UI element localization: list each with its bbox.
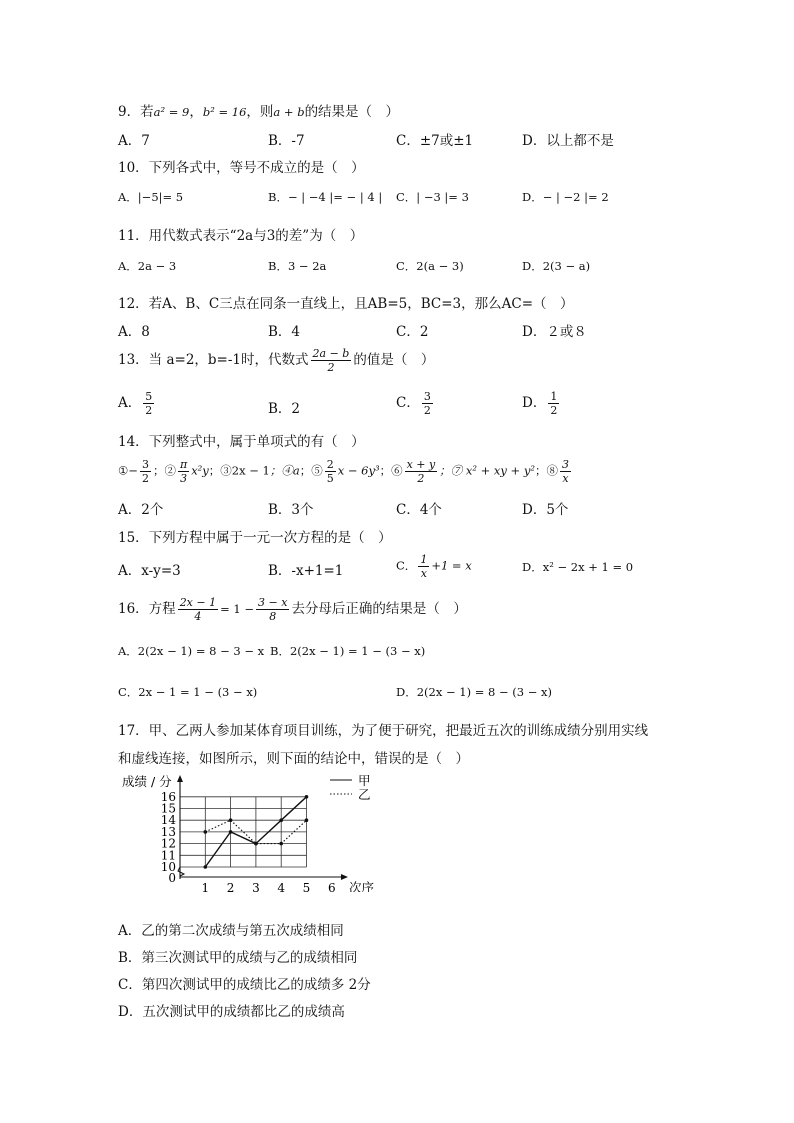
q14-item1-label: ①−	[118, 463, 138, 478]
q13-option-c-fraction	[422, 390, 433, 417]
q9-option-a: A．7	[118, 133, 150, 149]
q14-item8-label: ；⑧	[534, 463, 558, 478]
q17-option-b: B．第三次测试甲的成绩与乙的成绩相同	[118, 950, 358, 966]
q14-item1-num: 3	[141, 458, 149, 471]
q10-option-c: C．| −3 |= 3	[396, 190, 469, 204]
q11-option-d: D．2(3 − a)	[522, 259, 591, 273]
q13-a-num: 5	[145, 390, 153, 403]
q14-item6-num: x + y	[406, 458, 436, 471]
q13-option-a-label: A．	[118, 395, 142, 411]
data-point-series-2	[279, 842, 283, 846]
q11-option-b: B．3 − 2a	[268, 259, 327, 273]
data-point-series-1	[305, 795, 309, 799]
q16-f1-num: 2x − 1	[179, 596, 217, 609]
q13-d-den: 2	[550, 404, 558, 417]
legend-label-1: 甲	[358, 773, 371, 788]
q16-stem-pre: 16．方程	[118, 601, 176, 617]
question-15-stem: 15．下列方程中属于一元一次方程的是（ ）	[118, 530, 392, 546]
q9-expr3: a + b	[273, 105, 305, 119]
q13-stem-post: 的值是（ ）	[353, 352, 435, 368]
y-tick-label: 10	[160, 860, 176, 874]
q14-item5-den: 5	[326, 472, 334, 485]
q14-item1-den: 2	[141, 472, 149, 485]
q17-option-c: C．第四次测试甲的成绩比乙的成绩多 2分	[118, 977, 371, 993]
q14-item8-den: x	[562, 472, 569, 485]
x-tick-label: 2	[226, 881, 235, 892]
q16-option-d: D．2(2x − 1) = 8 − (3 − x)	[396, 685, 553, 699]
q10-option-b: B．− | −4 |= − | 4 |	[268, 190, 383, 204]
q15-option-c	[396, 553, 472, 580]
q16-f1-den: 4	[194, 610, 202, 623]
q15-option-c-label: C．	[396, 558, 417, 573]
question-17-stem-line2: 和虚线连接，如图所示，则下面的结论中，错误的是（ ）	[118, 751, 469, 767]
q14-item4: ；④a	[269, 463, 300, 478]
q13-option-c	[396, 390, 435, 417]
q13-c-num: 3	[423, 390, 431, 403]
q14-option-c: C．4个	[396, 502, 442, 518]
y-tick-label: 15	[160, 801, 176, 816]
y-tick-label: 16	[160, 789, 176, 804]
q13-fraction	[311, 347, 352, 374]
data-point-series-1	[229, 830, 233, 834]
q16-option-c: C．2x − 1 = 1 − (3 − x)	[118, 685, 258, 699]
q9-option-b: B．-7	[268, 133, 305, 149]
q10-option-d: D．− | −2 |= 2	[522, 190, 609, 204]
q15-c-num: 1	[420, 553, 428, 566]
q10-option-a: A．|−5|= 5	[118, 190, 184, 204]
q13-option-d-label: D．	[522, 395, 547, 411]
q15-option-d: D．x² − 2x + 1 = 0	[522, 560, 634, 574]
q16-stem-post: 去分母后正确的结果是（ ）	[291, 601, 467, 617]
q16-option-a: A．2(2x − 1) = 8 − 3 − x	[118, 644, 265, 658]
y-tick-label: 14	[160, 813, 176, 828]
q11-option-c: C．2(a − 3)	[396, 259, 464, 273]
data-point-series-2	[204, 830, 208, 834]
q14-item6-den: 2	[417, 472, 425, 485]
q9-expr1: a² = 9	[153, 105, 190, 119]
q12-option-d: D．２或８	[522, 324, 587, 340]
question-17-stem-line1: 17．甲、乙两人参加某体育项目训练，为了便于研究，把最近五次的训练成绩分别用实线	[118, 723, 649, 739]
data-point-series-1	[204, 865, 208, 869]
q16-f2-num: 3 − x	[258, 596, 288, 609]
q9-option-d: D．以上都不是	[522, 133, 614, 149]
q14-item3: ；③2x − 1	[208, 463, 270, 478]
q13-a-den: 2	[145, 404, 153, 417]
q12-option-b: B．4	[268, 324, 301, 340]
q9-stem-mid: ，则	[246, 104, 274, 120]
q9-stem-pre: 9．若	[118, 104, 154, 120]
q14-item8-num: 3	[561, 458, 569, 471]
q14-item6-frac	[405, 458, 438, 485]
y-axis-arrow	[177, 775, 183, 782]
axis-break	[178, 867, 184, 876]
q14-option-b: B．3个	[268, 502, 314, 518]
q16-f2-den: 8	[269, 610, 277, 623]
q13-option-a-fraction	[143, 390, 154, 417]
q13-d-num: 1	[550, 390, 558, 403]
q15-option-b: B．-x+1=1	[268, 563, 344, 579]
x-tick-label: 1	[201, 881, 210, 892]
question-12-stem: 12．若A、B、C三点在同条一直线上，且AB=5，BC=3，那么AC=（ ）	[118, 296, 574, 312]
x-tick-label: 4	[277, 881, 286, 892]
q13-frac-num: 2a − b	[312, 347, 350, 360]
x-tick-label: 5	[302, 881, 311, 892]
q9-stem-post: 的结果是（ ）	[304, 104, 400, 120]
q14-items	[118, 458, 573, 485]
x-tick-label: 3	[252, 881, 260, 892]
q14-item2-num: π	[179, 458, 188, 471]
q13-option-a	[118, 390, 156, 417]
q9-sep: ，	[189, 104, 203, 120]
q14-item5-num: 2	[326, 458, 334, 471]
question-10-stem: 10．下列各式中，等号不成立的是（ ）	[118, 160, 365, 176]
q15-option-c-frac	[418, 553, 429, 580]
q14-item5-frac	[325, 458, 336, 485]
y-tick-label: 13	[160, 824, 176, 839]
data-point-series-2	[305, 818, 309, 822]
q16-frac1	[178, 596, 218, 623]
origin-label: 0	[168, 871, 176, 885]
question-16-stem	[118, 596, 467, 623]
q13-c-den: 2	[423, 404, 431, 417]
x-tick-label: 6	[327, 881, 336, 892]
y-tick-label: 12	[160, 836, 176, 851]
q9-option-c: C．±7或±1	[396, 133, 474, 149]
y-axis-title: 成绩 / 分	[122, 774, 172, 789]
q13-stem-pre: 13．当 a=2，b=-1时，代数式	[118, 352, 309, 368]
data-point-series-2	[254, 842, 258, 846]
q14-option-a: A．2个	[118, 502, 164, 518]
q14-item2-frac	[178, 458, 189, 485]
q13-option-c-label: C．	[396, 395, 420, 411]
q14-item5-tail: x − 6y³	[337, 463, 380, 478]
q14-item7: ；⑦ x² + xy + y²	[439, 463, 535, 478]
q14-item8-frac	[560, 458, 571, 485]
q11-option-a: A．2a − 3	[118, 259, 177, 273]
q16-mid: = 1 −	[220, 602, 255, 616]
q17-option-d: D．五次测试甲的成绩都比乙的成绩高	[118, 1004, 345, 1020]
q14-option-d: D．5个	[522, 502, 569, 518]
q9-expr2: b² = 16	[202, 105, 247, 119]
q13-option-d-fraction	[548, 390, 559, 417]
q17-option-a: A．乙的第二次成绩与第五次成绩相同	[118, 923, 344, 939]
q13-frac-den: 2	[327, 361, 335, 374]
q15-option-a: A．x-y=3	[118, 563, 181, 579]
q15-c-tail: +1 = x	[431, 558, 472, 573]
q14-item1-frac	[140, 458, 151, 485]
score-line-chart	[118, 772, 388, 892]
q16-frac2	[256, 596, 289, 623]
question-9-stem	[118, 100, 399, 120]
data-point-series-1	[279, 818, 283, 822]
q16-option-b: B．2(2x − 1) = 1 − (3 − x)	[270, 644, 426, 658]
legend-label-2: 乙	[358, 787, 371, 802]
q15-c-den: x	[420, 567, 427, 580]
q13-option-d	[522, 390, 561, 417]
q14-item2-den: 3	[180, 472, 188, 485]
y-tick-label: 11	[160, 848, 176, 863]
q14-item5-label: ；⑤	[299, 463, 323, 478]
q14-item6-label: ；⑥	[379, 463, 403, 478]
q14-item2-tail: x²y	[191, 463, 209, 478]
question-11-stem: 11．用代数式表示“2a与3的差”为（ ）	[118, 228, 364, 244]
q14-item2-label: ；②	[152, 463, 176, 478]
x-axis-arrow	[341, 874, 348, 880]
q13-option-b: B．2	[268, 401, 301, 417]
q12-option-c: C．2	[396, 324, 429, 340]
question-13-stem	[118, 347, 434, 374]
x-axis-title: 次序	[348, 880, 374, 892]
question-14-stem: 14．下列整式中，属于单项式的有（ ）	[118, 434, 365, 450]
data-point-series-2	[229, 818, 233, 822]
q12-option-a: A．8	[118, 324, 150, 340]
